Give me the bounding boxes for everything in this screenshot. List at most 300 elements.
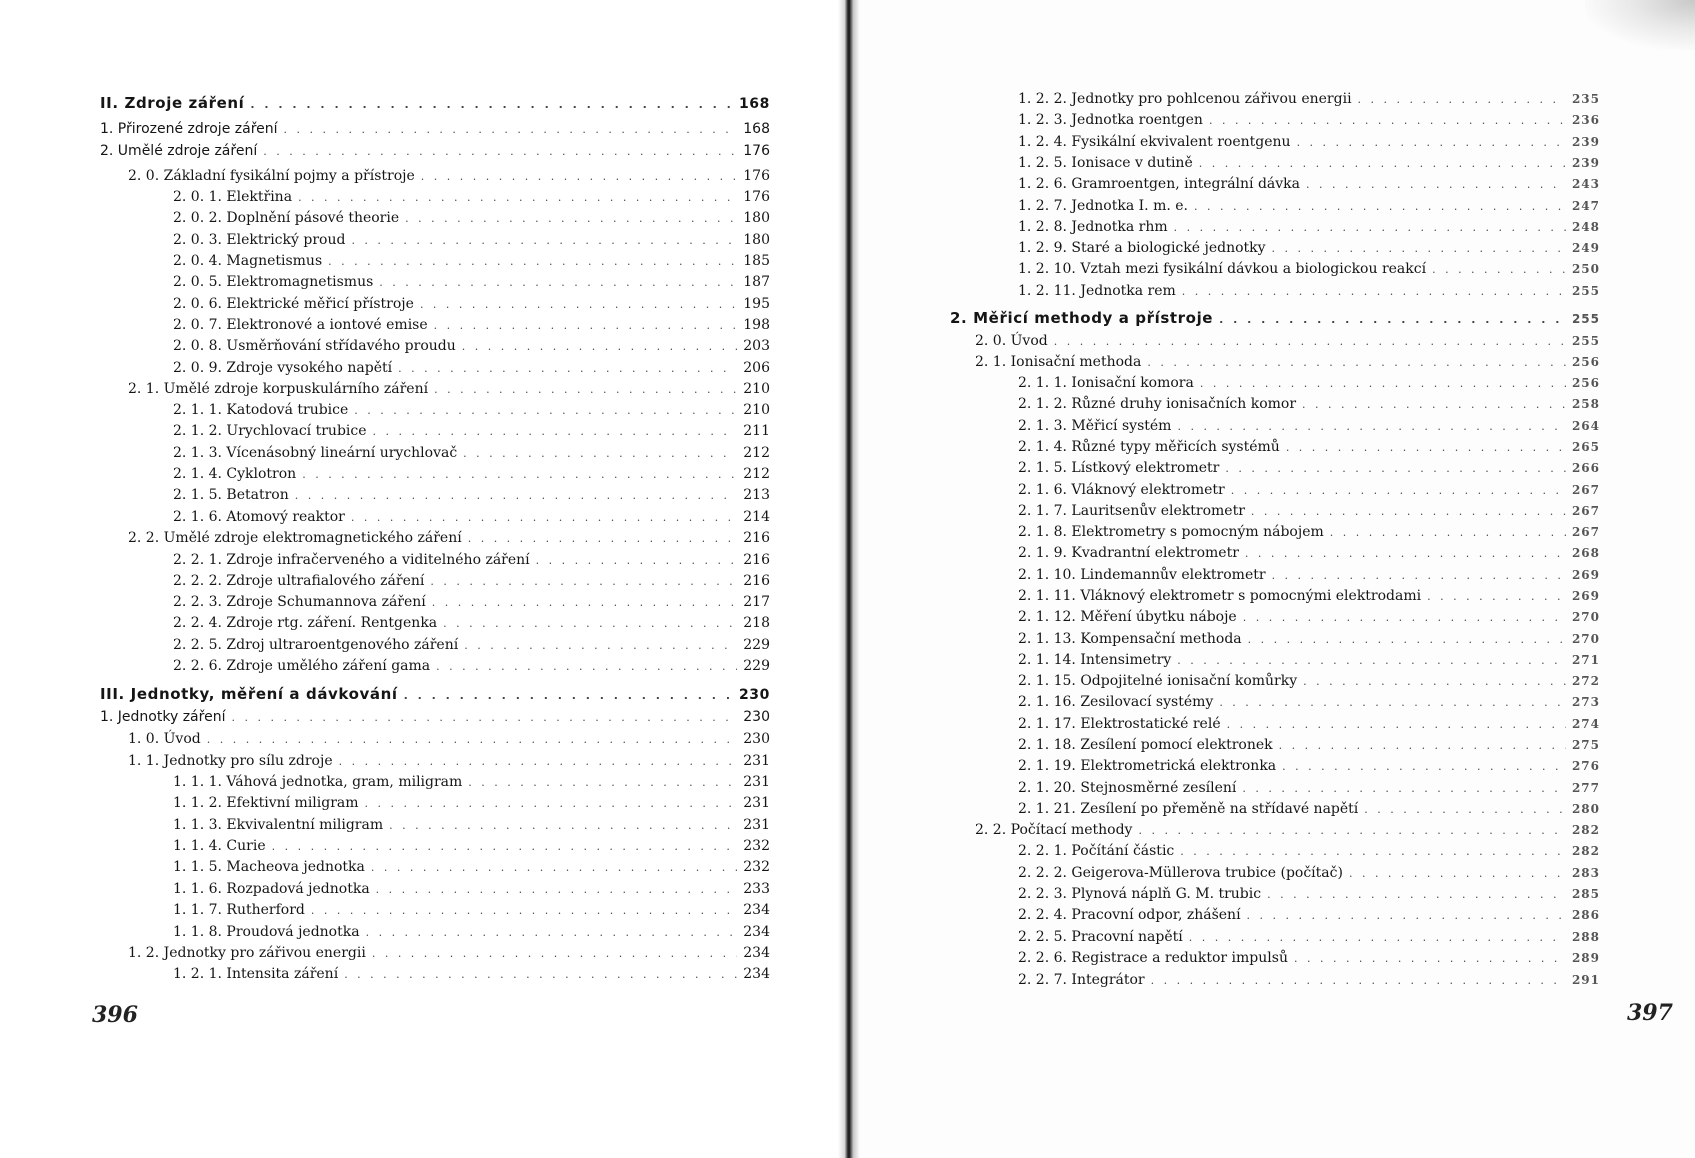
toc-entry-title: 2. 0. Základní fysikální pojmy a přístroje (128, 168, 415, 184)
toc-entry-title: III. Jednotky, měření a dávkování (100, 685, 398, 703)
toc-entry-page-number: 168 (743, 121, 770, 137)
toc-entry-page-number: 273 (1571, 695, 1600, 709)
toc-entry (128, 527, 770, 549)
toc-entry (1018, 237, 1600, 259)
toc-entry-title: 1. Jednotky záření (100, 709, 226, 725)
toc-entry (1018, 131, 1600, 153)
toc-entry-page-number: 232 (743, 859, 770, 875)
toc-entry-page-number: 274 (1571, 717, 1600, 731)
toc-entry-page-number: 239 (1571, 135, 1600, 149)
dot-leader (1267, 884, 1566, 906)
toc-entry-title: 2. 0. 9. Zdroje vysokého napětí (173, 360, 393, 376)
dot-leader (468, 772, 737, 794)
dot-leader (1306, 174, 1566, 196)
toc-entry-title: 2. 2. Počítací methody (975, 822, 1133, 838)
toc-entry-page-number: 255 (1571, 334, 1600, 348)
toc-entry-page-number: 185 (743, 253, 770, 269)
toc-entry-page-number: 214 (743, 509, 770, 525)
dot-leader (434, 315, 738, 337)
toc-entry-title: 2. 0. 2. Doplnění pásové theorie (173, 210, 400, 226)
page-corner-shadow (1585, 0, 1695, 50)
toc-entry-page-number: 255 (1571, 312, 1600, 326)
toc-entry-title: 1. 2. 8. Jednotka rhm (1018, 219, 1168, 235)
toc-entry-page-number: 267 (1571, 504, 1600, 518)
toc-entry-title: 1. 2. Jednotky pro zářivou energii (128, 945, 366, 961)
toc-entry-page-number: 269 (1571, 568, 1600, 582)
dot-leader (231, 707, 737, 729)
left-page (0, 0, 845, 1158)
dot-leader (376, 879, 738, 901)
dot-leader (354, 400, 737, 422)
toc-entry (975, 330, 1600, 352)
dot-leader (1174, 217, 1566, 239)
toc-entry-title: 2. 2. 4. Pracovní odpor, zhášení (1018, 907, 1241, 923)
toc-entry-page-number: 212 (743, 466, 770, 482)
toc-entry-page-number: 233 (743, 881, 770, 897)
toc-entry-title: 2. 1. 3. Vícenásobný lineární urychlovač (173, 445, 458, 461)
toc-entry-title: 2. 1. 10. Lindemannův elektrometr (1018, 567, 1266, 583)
dot-leader (365, 793, 738, 815)
toc-entry-title: 2. 2. 1. Zdroje infračerveného a viditelného záření (173, 552, 530, 568)
toc-entry-title: 1. 2. 10. Vztah mezi fysikální dávkou a biologickou reakcí (1018, 261, 1427, 277)
toc-entry (1018, 415, 1600, 437)
toc-entry-page-number: 198 (743, 317, 770, 333)
toc-entry-title: 1. 0. Úvod (128, 731, 201, 747)
toc-entry (128, 750, 770, 772)
toc-entry-title: 2. 1. Umělé zdroje korpuskulárního záření (128, 381, 429, 397)
toc-entry (1018, 755, 1600, 777)
toc-entry-page-number: 280 (1571, 802, 1600, 816)
toc-entry-title: 2. 2. 6. Registrace a reduktor impulsů (1018, 950, 1288, 966)
toc-entry-title: 2. 1. 18. Zesílení pomocí elektronek (1018, 737, 1273, 753)
toc-entry-title: 2. 1. 2. Urychlovací trubice (173, 423, 367, 439)
toc-entry-title: 2. 2. 1. Počítání částic (1018, 843, 1175, 859)
toc-entry-title: 2. 2. 4. Zdroje rtg. záření. Rentgenka (173, 615, 438, 631)
dot-leader (420, 294, 737, 316)
toc-entry-page-number: 230 (738, 687, 770, 703)
toc-entry-page-number: 176 (743, 189, 770, 205)
dot-leader (207, 729, 738, 751)
toc-entry-page-number: 243 (1571, 177, 1600, 191)
toc-entry-title: 2. 2. 7. Integrátor (1018, 972, 1145, 988)
toc-entry (173, 878, 770, 900)
toc-entry-title: 1. 2. 5. Ionisace v dutině (1018, 155, 1193, 171)
toc-entry-title: 2. 2. Umělé zdroje elektromagnetického záření (128, 530, 462, 546)
toc-entry-page-number: 187 (743, 274, 770, 290)
dot-leader (1151, 970, 1566, 992)
toc-entry-page-number: 275 (1571, 738, 1600, 752)
toc-entry-title: 1. 2. 6. Gramroentgen, integrální dávka (1018, 176, 1301, 192)
toc-entry-page-number: 234 (743, 945, 770, 961)
dot-leader (405, 208, 737, 230)
toc-entry (100, 118, 770, 140)
dot-leader (298, 187, 737, 209)
toc-entry (173, 484, 770, 506)
toc-entry-title: 2. 1. 15. Odpojitelné ionisační komůrky (1018, 673, 1298, 689)
toc-entry (128, 942, 770, 964)
dot-leader (379, 272, 737, 294)
dot-leader (1247, 905, 1566, 927)
dot-leader (1199, 153, 1566, 175)
dot-leader (1242, 778, 1566, 800)
toc-entry-title: 2. 1. 1. Ionisační komora (1018, 375, 1194, 391)
toc-entry (173, 835, 770, 857)
toc-entry-title: 2. 1. 17. Elektrostatické relé (1018, 716, 1221, 732)
dot-leader (1054, 331, 1566, 353)
toc-entry-title: II. Zdroje záření (100, 94, 245, 112)
dot-leader (1245, 543, 1566, 565)
dot-leader (344, 964, 737, 986)
dot-leader (371, 857, 737, 879)
toc-entry (100, 683, 770, 705)
toc-entry-page-number: 195 (743, 296, 770, 312)
dot-leader (1138, 820, 1565, 842)
toc-entry-title: 1. 1. 6. Rozpadová jednotka (173, 881, 370, 897)
toc-entry (173, 186, 770, 208)
toc-entry-page-number: 249 (1571, 241, 1600, 255)
toc-entry-page-number: 234 (743, 902, 770, 918)
dot-leader (263, 141, 737, 163)
dot-leader (366, 922, 738, 944)
toc-entry-page-number: 180 (743, 210, 770, 226)
toc-entry (173, 921, 770, 943)
dot-leader (1297, 132, 1566, 154)
dot-leader (295, 485, 738, 507)
toc-entry (1018, 585, 1600, 607)
toc-entry-title: 2. 1. 20. Stejnosměrné zesílení (1018, 780, 1237, 796)
toc-entry (173, 899, 770, 921)
dot-leader (250, 94, 733, 116)
toc-entry-title: 1. 1. 8. Proudová jednotka (173, 924, 360, 940)
toc-entry (1018, 840, 1600, 862)
toc-entry-page-number: 276 (1571, 759, 1600, 773)
dot-leader (421, 166, 738, 188)
dot-leader (1243, 607, 1566, 629)
dot-leader (1189, 927, 1566, 949)
toc-entry-page-number: 282 (1571, 844, 1600, 858)
dot-leader (536, 550, 738, 572)
dot-leader (339, 751, 738, 773)
toc-entry (173, 207, 770, 229)
dot-leader (430, 571, 737, 593)
toc-entry-title: 2. 1. 11. Vláknový elektrometr s pomocnými elektrodami (1018, 588, 1422, 604)
toc-entry-title: 2. 1. 14. Intensimetry (1018, 652, 1172, 668)
toc-entry (1018, 713, 1600, 735)
dot-leader (1302, 394, 1566, 416)
toc-entry (1018, 969, 1600, 991)
toc-entry (173, 271, 770, 293)
toc-entry-title: 1. 2. 3. Jednotka roentgen (1018, 112, 1203, 128)
toc-entry-page-number: 229 (743, 637, 770, 653)
toc-entry-title: 1. 1. 7. Rutherford (173, 902, 305, 918)
dot-leader (272, 836, 738, 858)
toc-entry-title: 1. 1. Jednotky pro sílu zdroje (128, 753, 333, 769)
toc-entry-page-number: 255 (1571, 284, 1600, 298)
toc-entry-title: 1. 2. 4. Fysikální ekvivalent roentgenu (1018, 134, 1291, 150)
toc-entry-title: 1. 1. 4. Curie (173, 838, 266, 854)
toc-entry-page-number: 271 (1571, 653, 1600, 667)
dot-leader (1219, 309, 1566, 331)
toc-entry (1018, 904, 1600, 926)
dot-leader (311, 900, 737, 922)
toc-entry (1018, 457, 1600, 479)
dot-leader (468, 528, 738, 550)
toc-entry (100, 140, 770, 162)
toc-entry (173, 357, 770, 379)
toc-entry-page-number: 210 (743, 402, 770, 418)
toc-entry-page-number: 231 (743, 795, 770, 811)
dot-leader (1182, 281, 1566, 303)
dot-leader (462, 336, 738, 358)
dot-leader (1282, 756, 1566, 778)
dot-leader (1231, 480, 1566, 502)
toc-entry (1018, 926, 1600, 948)
toc-entry (1018, 542, 1600, 564)
toc-entry (1018, 109, 1600, 131)
toc-entry-title: 1. 2. 1. Intensita záření (173, 966, 339, 982)
toc-entry-page-number: 266 (1571, 461, 1600, 475)
toc-entry (1018, 280, 1600, 302)
dot-leader (284, 119, 738, 141)
dot-leader (463, 443, 737, 465)
toc-entry (1018, 393, 1600, 415)
toc-entry (173, 856, 770, 878)
toc-entry (100, 706, 770, 728)
toc-entry-page-number: 231 (743, 753, 770, 769)
dot-leader (302, 464, 737, 486)
toc-entry-title: 1. 2. 7. Jednotka I. m. e. (1018, 198, 1188, 214)
toc-entry-title: 2. 1. 21. Zesílení po přeměně na střídavé napětí (1018, 801, 1359, 817)
toc-entry-title: 2. 2. 5. Pracovní napětí (1018, 929, 1183, 945)
toc-entry-page-number: 234 (743, 966, 770, 982)
toc-entry-title: 2. 0. 3. Elektrický proud (173, 232, 346, 248)
toc-entry (1018, 883, 1600, 905)
toc-entry (173, 250, 770, 272)
toc-entry-page-number: 269 (1571, 589, 1600, 603)
dot-leader (372, 943, 737, 965)
toc-entry-title: 2. 2. 3. Plynová náplň G. M. trubic (1018, 886, 1262, 902)
dot-leader (404, 685, 733, 707)
toc-entry-page-number: 206 (743, 360, 770, 376)
dot-leader (351, 507, 737, 529)
toc-entry-page-number: 248 (1571, 220, 1600, 234)
toc-entry (128, 728, 770, 750)
toc-entry-page-number: 256 (1571, 355, 1600, 369)
toc-entry-page-number: 270 (1571, 610, 1600, 624)
toc-entry-page-number: 203 (743, 338, 770, 354)
dot-leader (1200, 373, 1566, 395)
dot-leader (1194, 196, 1566, 218)
toc-entry (173, 335, 770, 357)
toc-entry-page-number: 236 (1571, 113, 1600, 127)
dot-leader (389, 815, 737, 837)
dot-leader (373, 421, 738, 443)
dot-leader (351, 230, 737, 252)
dot-leader (443, 613, 737, 635)
toc-entry-title: 2. 0. 5. Elektromagnetismus (173, 274, 374, 290)
toc-entry-title: 2. 2. 2. Zdroje ultrafialového záření (173, 573, 425, 589)
toc-entry-page-number: 210 (743, 381, 770, 397)
toc-entry (173, 634, 770, 656)
toc-entry (1018, 670, 1600, 692)
right-page (845, 0, 1695, 1158)
toc-entry-page-number: 176 (743, 168, 770, 184)
dot-leader (1180, 841, 1566, 863)
toc-entry-page-number: 212 (743, 445, 770, 461)
toc-entry (1018, 777, 1600, 799)
dot-leader (1177, 416, 1565, 438)
toc-entry-title: 1. 1. 5. Macheova jednotka (173, 859, 365, 875)
toc-entry-page-number: 231 (743, 817, 770, 833)
toc-entry (173, 963, 770, 985)
toc-entry (173, 293, 770, 315)
toc-entry-title: 2. 2. 6. Zdroje umělého záření gama (173, 658, 431, 674)
dot-leader (398, 358, 737, 380)
toc-entry-title: 2. 1. 2. Různé druhy ionisačních komor (1018, 396, 1297, 412)
toc-entry (1018, 479, 1600, 501)
toc-entry (1018, 173, 1600, 195)
toc-entry (173, 463, 770, 485)
dot-leader (1251, 501, 1566, 523)
dot-leader (432, 592, 738, 614)
toc-entry-title: 2. 1. 3. Měřicí systém (1018, 418, 1172, 434)
toc-entry-page-number: 231 (743, 774, 770, 790)
toc-entry (1018, 216, 1600, 238)
toc-entry-title: 2. 0. 4. Magnetismus (173, 253, 323, 269)
toc-entry (1018, 372, 1600, 394)
dot-leader (1177, 650, 1566, 672)
toc-entry-page-number: 211 (743, 423, 770, 439)
dot-leader (1279, 735, 1566, 757)
dot-leader (1303, 671, 1566, 693)
toc-entry-page-number: 213 (743, 487, 770, 503)
toc-entry-title: 2. 1. 1. Katodová trubice (173, 402, 349, 418)
dot-leader (1272, 565, 1566, 587)
dot-leader (464, 635, 737, 657)
toc-entry (1018, 500, 1600, 522)
toc-entry (173, 814, 770, 836)
toc-entry-title: 1. 1. 2. Efektivní miligram (173, 795, 359, 811)
toc-entry (173, 570, 770, 592)
toc-entry-title: 2. 1. 16. Zesilovací systémy (1018, 694, 1214, 710)
toc-entry (173, 771, 770, 793)
toc-entry-page-number: 218 (743, 615, 770, 631)
toc-entry-title: 2. 1. 8. Elektrometry s pomocným nábojem (1018, 524, 1324, 540)
toc-entry (1018, 521, 1600, 543)
toc-entry-title: 1. 1. 3. Ekvivalentní miligram (173, 817, 384, 833)
toc-entry-title: 2. 0. Úvod (975, 333, 1048, 349)
toc-entry-title: 2. 2. 3. Zdroje Schumannova záření (173, 594, 426, 610)
toc-entry (173, 549, 770, 571)
toc-entry-title: 2. 1. 13. Kompensační methoda (1018, 631, 1242, 647)
dot-leader (436, 656, 737, 678)
dot-leader (1364, 799, 1566, 821)
toc-entry-title: 2. 0. 7. Elektronové a iontové emise (173, 317, 428, 333)
toc-entry-page-number: 268 (1571, 546, 1600, 560)
toc-entry (975, 819, 1600, 841)
toc-entry (128, 378, 770, 400)
dot-leader (1358, 89, 1566, 111)
toc-entry-title: 2. 1. 6. Atomový reaktor (173, 509, 345, 525)
toc-entry-page-number: 267 (1571, 483, 1600, 497)
toc-entry-title: 2. 1. 9. Kvadrantní elektrometr (1018, 545, 1239, 561)
toc-entry-title: 1. Přirozené zdroje záření (100, 121, 278, 137)
toc-entry-page-number: 285 (1571, 887, 1600, 901)
toc-entry-title: 1. 2. 11. Jednotka rem (1018, 283, 1176, 299)
toc-entry-title: 2. 1. 4. Cyklotron (173, 466, 297, 482)
toc-entry-page-number: 216 (743, 573, 770, 589)
dot-leader (1209, 110, 1566, 132)
toc-entry (1018, 152, 1600, 174)
dot-leader (328, 251, 737, 273)
toc-entry-page-number: 217 (743, 594, 770, 610)
toc-entry (173, 229, 770, 251)
dot-leader (434, 379, 737, 401)
dot-leader (1219, 692, 1566, 714)
toc-entry-title: 1. 2. 2. Jednotky pro pohlcenou zářivou energii (1018, 91, 1352, 107)
toc-entry-title: 2. 1. 7. Lauritsenův elektrometr (1018, 503, 1245, 519)
dot-leader (1147, 352, 1566, 374)
toc-entry (100, 92, 770, 114)
toc-entry (128, 165, 770, 187)
toc-entry-page-number: 286 (1571, 908, 1600, 922)
toc-entry-page-number: 289 (1571, 951, 1600, 965)
toc-entry (173, 506, 770, 528)
dot-leader (1294, 948, 1566, 970)
toc-entry-title: 2. 1. 12. Měření úbytku náboje (1018, 609, 1237, 625)
toc-entry (975, 351, 1600, 373)
toc-entry-page-number: 168 (738, 96, 770, 112)
toc-entry (173, 442, 770, 464)
toc-entry (950, 307, 1600, 329)
toc-entry-page-number: 229 (743, 658, 770, 674)
dot-leader (1427, 586, 1566, 608)
toc-entry-page-number: 247 (1571, 199, 1600, 213)
dot-leader (1432, 259, 1566, 281)
toc-entry-page-number: 250 (1571, 262, 1600, 276)
toc-entry-page-number: 272 (1571, 674, 1600, 688)
toc-entry (1018, 258, 1600, 280)
toc-entry-page-number: 277 (1571, 781, 1600, 795)
toc-entry (1018, 195, 1600, 217)
toc-entry-page-number: 282 (1571, 823, 1600, 837)
toc-entry-title: 2. 1. 5. Betatron (173, 487, 289, 503)
toc-entry-page-number: 267 (1571, 525, 1600, 539)
toc-entry (1018, 947, 1600, 969)
toc-entry-title: 2. Umělé zdroje záření (100, 143, 258, 159)
toc-entry (1018, 436, 1600, 458)
dot-leader (1286, 437, 1566, 459)
toc-entry (173, 792, 770, 814)
toc-entry (173, 612, 770, 634)
toc-entry-title: 2. 1. 4. Různé typy měřicích systémů (1018, 439, 1280, 455)
toc-entry (173, 655, 770, 677)
toc-entry (1018, 606, 1600, 628)
toc-entry-page-number: 270 (1571, 632, 1600, 646)
toc-entry-page-number: 234 (743, 924, 770, 940)
toc-entry-title: 2. 1. 5. Lístkový elektrometr (1018, 460, 1220, 476)
toc-entry (1018, 649, 1600, 671)
toc-entry-page-number: 235 (1571, 92, 1600, 106)
toc-entry-title: 2. 2. 5. Zdroj ultraroentgenového záření (173, 637, 459, 653)
toc-entry (1018, 798, 1600, 820)
toc-entry-page-number: 264 (1571, 419, 1600, 433)
toc-entry-title: 2. 1. 6. Vláknový elektrometr (1018, 482, 1225, 498)
toc-entry-page-number: 265 (1571, 440, 1600, 454)
toc-entry (1018, 691, 1600, 713)
toc-entry-page-number: 176 (743, 143, 770, 159)
toc-entry-page-number: 216 (743, 552, 770, 568)
